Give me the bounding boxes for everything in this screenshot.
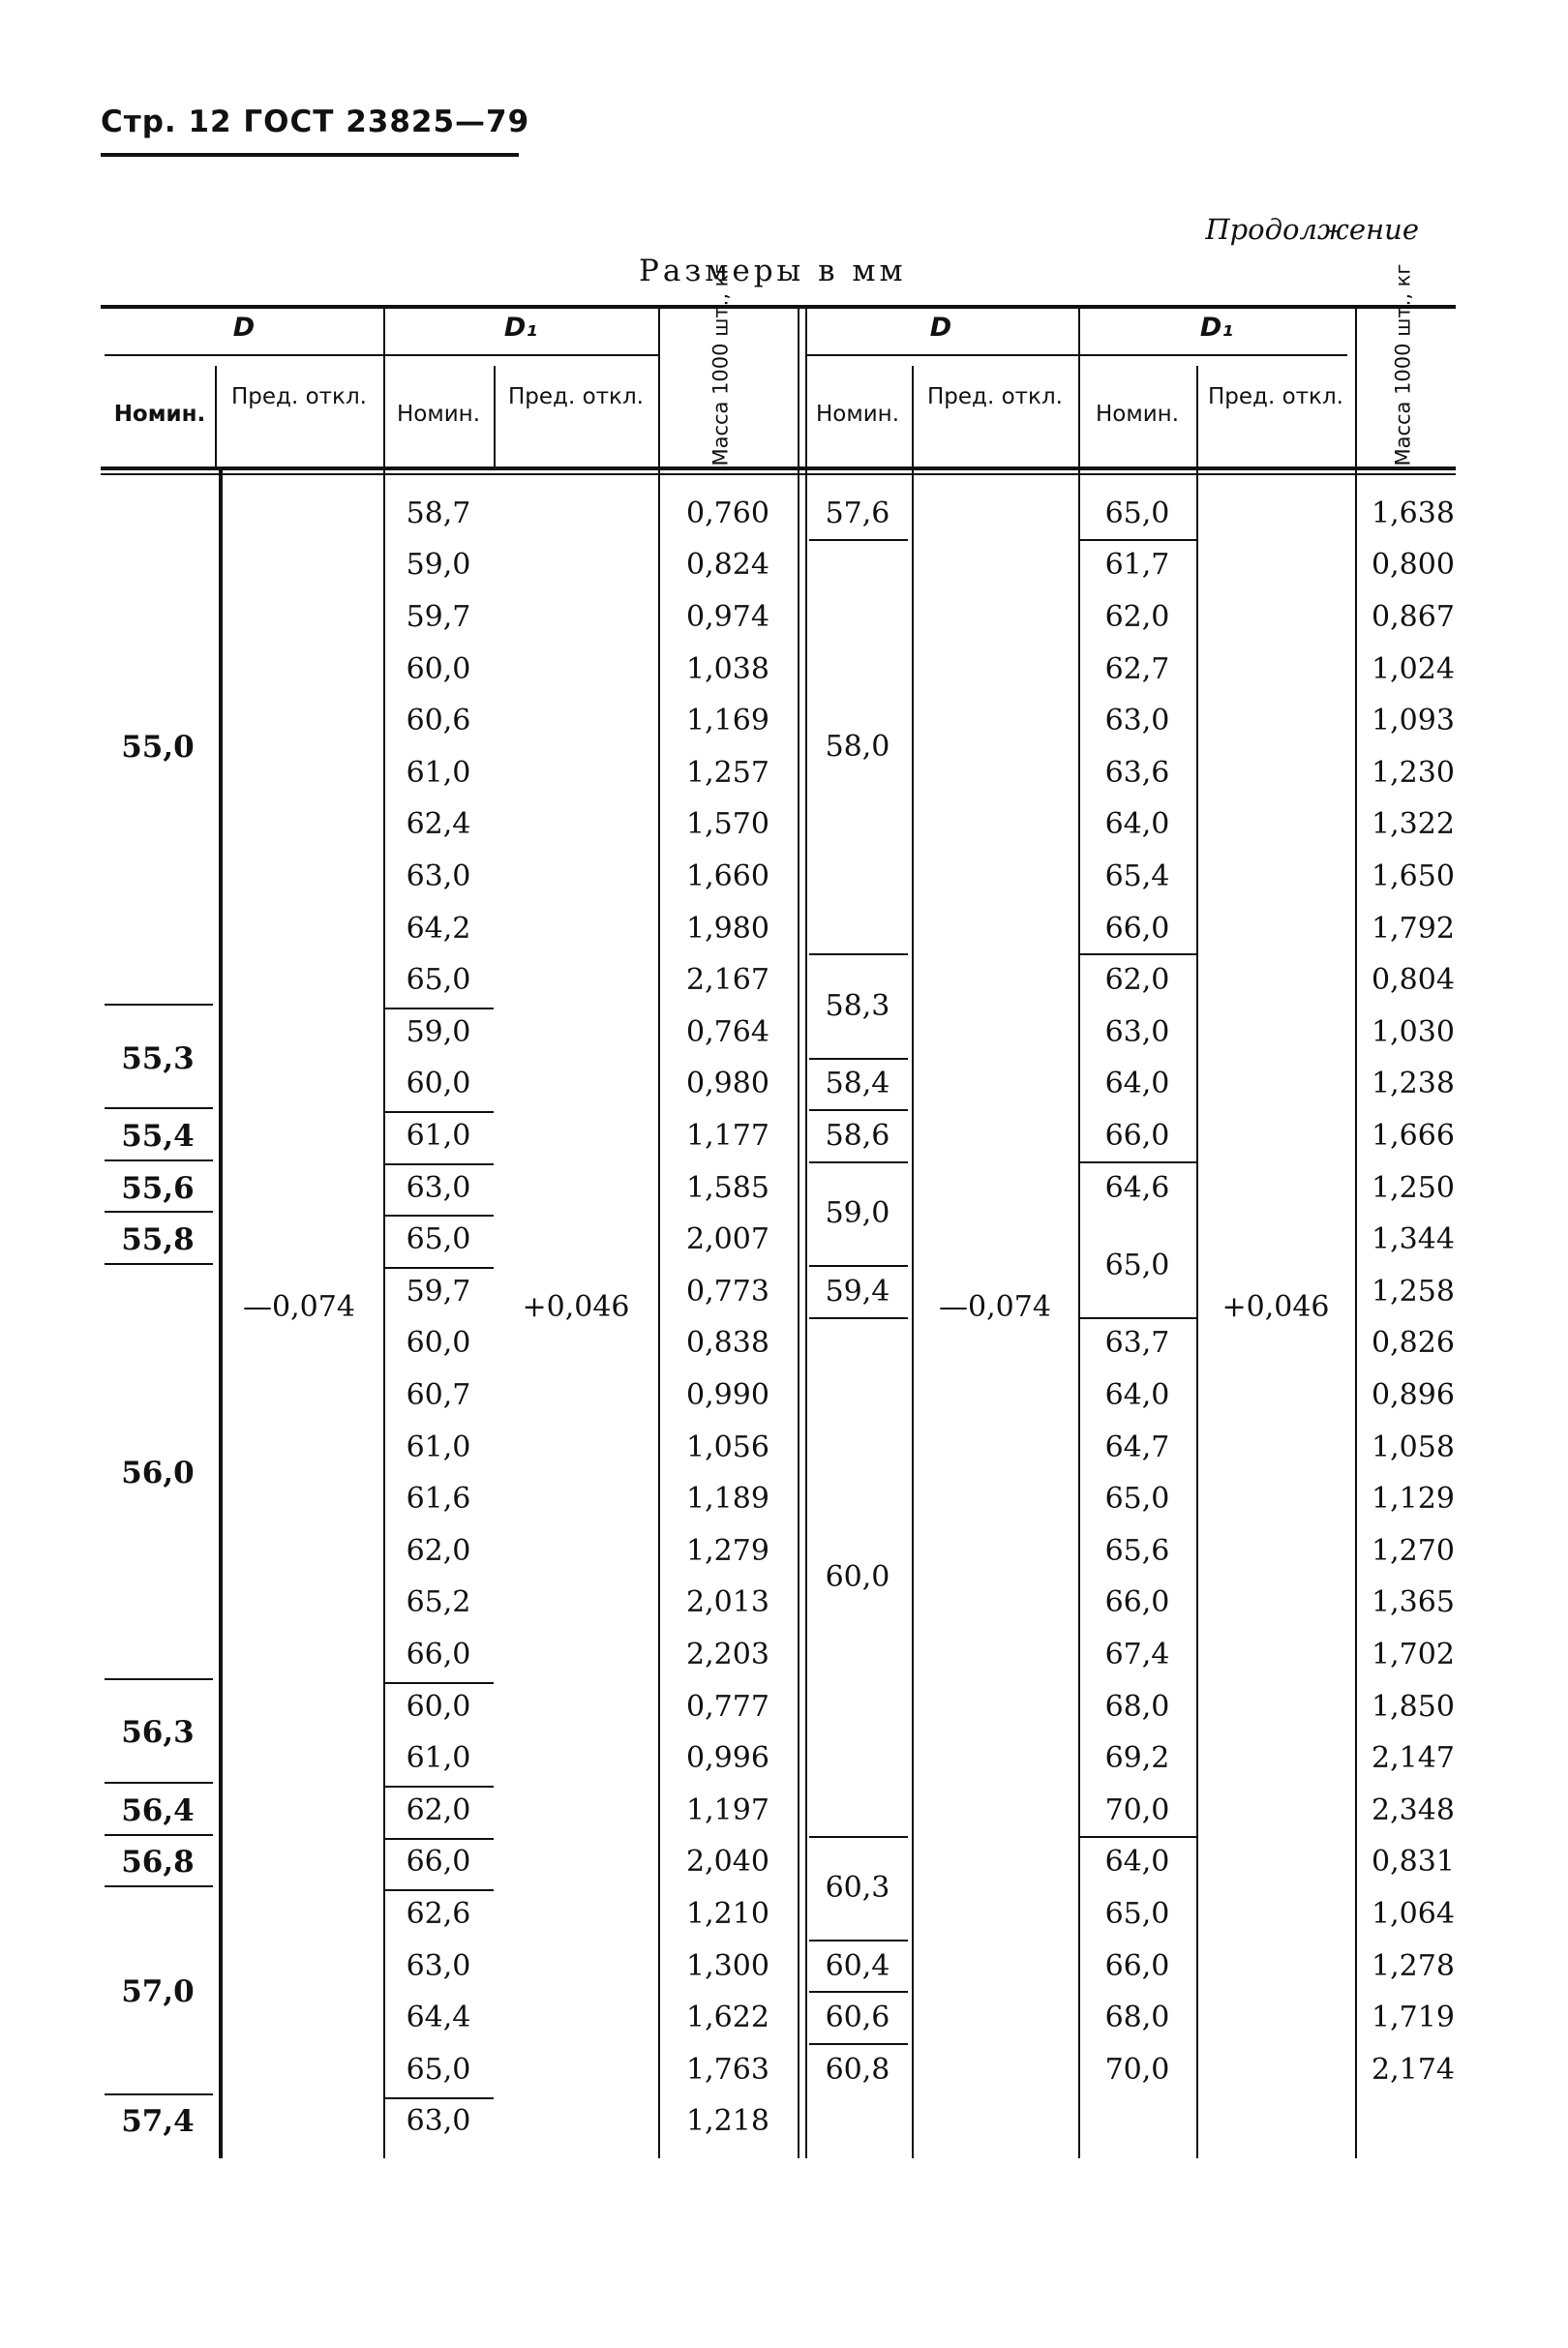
left-mass-value: 1,189: [686, 1482, 769, 1517]
right-D-group-rule: [809, 1058, 908, 1060]
left-D1-nominal: 62,6: [406, 1897, 471, 1931]
right-D1-nominal: 65,0: [1104, 1897, 1170, 1931]
left-D1-nominal: 60,0: [406, 1326, 471, 1361]
right-D1-rule: [1078, 305, 1080, 2158]
left-D1-nominal: 62,0: [406, 1792, 471, 1827]
header-right-D1-underline: [1078, 354, 1347, 356]
right-D1-nominal: 65,0: [1104, 496, 1170, 530]
right-mass-value: 2,348: [1372, 1792, 1455, 1827]
left-mass-value: 0,974: [686, 600, 769, 634]
right-D-nominal: 58,0: [825, 730, 890, 764]
left-mass-value: 2,007: [686, 1222, 769, 1257]
left-mass-value: 1,038: [686, 651, 769, 686]
right-D-nominal: 58,4: [825, 1067, 890, 1101]
left-D1-group-rule: [383, 1008, 494, 1009]
left-D1-nominal: 65,0: [406, 1222, 471, 1257]
right-D1-nominal: 61,7: [1104, 548, 1170, 583]
left-mass-value: 1,056: [686, 1430, 769, 1464]
header-bottom-rule-double: [101, 473, 1456, 475]
right-mass-value: 0,896: [1372, 1378, 1455, 1412]
left-D1-nominal: 65,2: [406, 1585, 471, 1620]
left-D1-nominal: 63,0: [406, 1948, 471, 1983]
left-D-nominal: 57,4: [121, 2104, 195, 2140]
left-D1-group-rule: [383, 1215, 494, 1217]
left-mass-value: 2,040: [686, 1845, 769, 1880]
left-D1-nominal: 65,0: [406, 2052, 471, 2087]
header-right-D-underline: [807, 354, 1078, 356]
right-D-group-rule: [809, 1991, 908, 1993]
right-D-nominal: 60,6: [825, 2001, 890, 2035]
right-D1-nominal: 64,6: [1104, 1170, 1170, 1205]
left-D-nominal: 55,0: [121, 730, 195, 765]
left-D1-nominal: 61,0: [406, 1119, 471, 1153]
left-D-nominal: 55,6: [121, 1170, 195, 1206]
left-D-group-rule: [105, 1782, 213, 1784]
left-D-nominal: 57,0: [121, 1974, 195, 2010]
left-D-group-rule: [105, 1834, 213, 1836]
col-header-right-D-nom: Номин.: [815, 402, 899, 427]
right-D-nominal: 60,8: [825, 2052, 890, 2087]
right-D-group-rule: [809, 1836, 908, 1838]
left-D-group-rule: [105, 1678, 213, 1680]
left-D1-nominal: 60,0: [406, 1067, 471, 1101]
left-mass-value: 1,279: [686, 1533, 769, 1568]
right-D1-group-rule: [1078, 1161, 1196, 1163]
col-header-right-D-tol: Пред. откл.: [927, 384, 1063, 409]
col-header-D1: D₁: [503, 313, 538, 343]
units-label: Размеры в мм: [639, 254, 907, 288]
left-mass-value: 1,585: [686, 1170, 769, 1205]
left-D1-nominal: 65,0: [406, 963, 471, 998]
left-D-nominal: 56,4: [121, 1792, 195, 1828]
left-mass-value: 2,167: [686, 963, 769, 998]
right-D-nominal: 60,0: [825, 1559, 890, 1594]
right-mass-value: 1,258: [1372, 1274, 1455, 1309]
right-D1-nominal: 63,0: [1104, 704, 1170, 738]
right-mass-value: 1,365: [1372, 1585, 1455, 1620]
left-D-group-rule: [105, 1004, 213, 1006]
left-mass-value: 0,824: [686, 548, 769, 583]
left-D1-group-rule: [383, 2097, 494, 2099]
right-mass-value: 1,850: [1372, 1689, 1455, 1724]
left-mass-value: 1,763: [686, 2052, 769, 2087]
right-mass-value: 1,344: [1372, 1222, 1455, 1257]
col-header-right-D: D: [929, 313, 952, 343]
left-D1-group-rule: [383, 1786, 494, 1788]
right-D1-nominal: 65,0: [1104, 1249, 1170, 1282]
right-D-nominal: 59,4: [825, 1274, 890, 1309]
right-D-group-rule: [809, 1109, 908, 1111]
left-D1-group-rule: [383, 1682, 494, 1684]
left-D-nominal: 55,8: [121, 1222, 195, 1258]
left-D1-group-rule: [383, 1838, 494, 1840]
left-mass-value: 0,980: [686, 1067, 769, 1101]
continuation-label: Продолжение: [1205, 213, 1419, 246]
right-D1-nominal: 63,6: [1104, 755, 1170, 790]
right-D1-tolerance: +0,046: [1221, 1290, 1330, 1324]
right-D1-nominal: 63,7: [1104, 1326, 1170, 1361]
right-D1-nominal: 64,0: [1104, 1067, 1170, 1101]
left-D1-nominal: 60,0: [406, 1689, 471, 1724]
right-D-nominal: 57,6: [825, 496, 890, 530]
left-mass-value: 0,773: [686, 1274, 769, 1309]
right-D1-nominal: 64,0: [1104, 1378, 1170, 1412]
col-header-D: D: [232, 313, 256, 343]
left-D-nominal: 56,8: [121, 1845, 195, 1881]
right-D1-group-rule: [1078, 539, 1196, 541]
col-header-right-D1-tol: Пред. откл.: [1208, 384, 1343, 409]
col-header-D-nom: Номин.: [113, 402, 206, 427]
right-D1-nominal: 65,6: [1104, 1533, 1170, 1568]
left-D1-nominal: 63,0: [406, 859, 471, 893]
header-bottom-rule: [101, 467, 1456, 470]
right-mass-value: 1,024: [1372, 651, 1455, 686]
right-mass-value: 1,064: [1372, 1897, 1455, 1931]
left-mass-value: 2,203: [686, 1638, 769, 1671]
right-D1-nominal: 63,0: [1104, 1014, 1170, 1049]
right-mass-value: 1,030: [1372, 1014, 1455, 1049]
left-D1-nominal: 61,0: [406, 755, 471, 790]
right-mass-value: 1,792: [1372, 911, 1455, 946]
header-D1-underline: [383, 354, 658, 356]
right-mass-value: 1,058: [1372, 1430, 1455, 1464]
col-header-mass: Масса 1000 шт., кг: [709, 263, 733, 467]
col-header-right-mass: Масса 1000 шт., кг: [1391, 263, 1415, 467]
left-D1-nominal: 63,0: [406, 1170, 471, 1205]
table-top-rule: [101, 305, 1456, 309]
left-mass-value: 1,570: [686, 807, 769, 842]
left-mass-value: 1,169: [686, 704, 769, 738]
right-mass-value: 0,800: [1372, 548, 1455, 583]
right-D1-nominal: 66,0: [1104, 911, 1170, 946]
left-D-tolerance: —0,074: [243, 1290, 355, 1324]
right-D-group-rule: [809, 539, 908, 541]
left-D1-nominal: 61,0: [406, 1741, 471, 1776]
right-D-group-rule: [809, 1317, 908, 1319]
right-D1-nominal: 66,0: [1104, 1119, 1170, 1153]
right-mass-value: 1,650: [1372, 859, 1455, 893]
right-mass-value: 2,174: [1372, 2052, 1455, 2087]
header-right-D1-divider: [1196, 366, 1198, 467]
left-D1-nominal: 59,7: [406, 600, 471, 634]
right-D-group-rule: [809, 1161, 908, 1163]
left-D1-nominal: 62,4: [406, 807, 471, 842]
left-mass-value: 1,197: [686, 1792, 769, 1827]
left-mass-value: 0,996: [686, 1741, 769, 1776]
left-D-nominal: 55,4: [121, 1119, 195, 1154]
right-D-nominal: 60,3: [825, 1871, 890, 1906]
right-mass-value: 1,702: [1372, 1638, 1455, 1671]
left-D1-nominal: 60,0: [406, 651, 471, 686]
right-mass-value: 1,250: [1372, 1170, 1455, 1205]
left-D1-nominal: 66,0: [406, 1638, 471, 1671]
right-D-group-rule: [809, 2043, 908, 2045]
left-D-nominal: 56,3: [121, 1715, 195, 1751]
left-mass-value: 2,013: [686, 1585, 769, 1620]
right-D1-nominal: 67,4: [1104, 1638, 1170, 1671]
right-D1-nominal: 62,0: [1104, 600, 1170, 634]
col-header-D1-tol: Пред. откл.: [508, 384, 644, 409]
header-D-underline: [105, 354, 383, 356]
right-mass-value: 1,322: [1372, 807, 1455, 842]
right-mass-value: 1,278: [1372, 1948, 1455, 1983]
right-D1-nominal: 62,7: [1104, 651, 1170, 686]
right-D1-nominal: 66,0: [1104, 1948, 1170, 1983]
right-mass-value: 1,093: [1372, 704, 1455, 738]
left-mass-value: 1,300: [686, 1948, 769, 1983]
left-D1-nominal: 59,7: [406, 1274, 471, 1309]
right-D1-group-rule: [1078, 1317, 1196, 1319]
left-D1-group-rule: [383, 1163, 494, 1165]
header-right-D-divider: [912, 366, 914, 467]
left-D1-group-rule: [383, 1111, 494, 1113]
right-mass-value: 0,867: [1372, 600, 1455, 634]
left-D1-group-rule: [383, 1889, 494, 1891]
right-D1-group-rule: [1078, 953, 1196, 955]
right-D1-nominal: 64,7: [1104, 1430, 1170, 1464]
col-header-right-D1-nom: Номин.: [1095, 402, 1179, 427]
right-D-nominal: 58,3: [825, 989, 890, 1023]
right-D1-group-rule: [1078, 1836, 1196, 1838]
right-D1-nominal: 68,0: [1104, 1689, 1170, 1724]
col-header-D-tol: Пред. откл.: [231, 384, 367, 409]
left-mass-value: 0,760: [686, 496, 769, 530]
right-mass-value: 1,719: [1372, 2001, 1455, 2035]
left-mass-value: 0,777: [686, 1689, 769, 1724]
left-mass-value: 1,257: [686, 755, 769, 790]
right-mass-value: 1,129: [1372, 1482, 1455, 1517]
col-header-D1-nom: Номин.: [396, 402, 480, 427]
right-D-group-rule: [809, 1265, 908, 1267]
left-mass-value: 0,990: [686, 1378, 769, 1412]
right-D1-nominal: 62,0: [1104, 963, 1170, 998]
header-left-D1-divider: [494, 366, 496, 467]
left-D-group-rule: [105, 1107, 213, 1109]
right-D-group-rule: [809, 953, 908, 955]
col-header-right-D1: D₁: [1199, 313, 1234, 343]
left-D1-nominal: 58,7: [406, 496, 471, 530]
left-D1-nominal: 59,0: [406, 1014, 471, 1049]
right-mass-value: 0,826: [1372, 1326, 1455, 1361]
left-D-nominal: 56,0: [121, 1456, 195, 1491]
left-D-group-rule: [105, 1159, 213, 1161]
left-D1-nominal: 66,0: [406, 1845, 471, 1880]
right-D-nominal: 58,6: [825, 1119, 890, 1153]
right-mass-value: 1,270: [1372, 1533, 1455, 1568]
left-D-group-rule: [105, 1211, 213, 1213]
right-mass-value: 0,831: [1372, 1845, 1455, 1880]
right-D-tolerance: —0,074: [939, 1290, 1051, 1324]
left-mass-value: 0,838: [686, 1326, 769, 1361]
left-mass-value: 0,764: [686, 1014, 769, 1049]
left-D1-tolerance: +0,046: [522, 1290, 630, 1324]
page-header: Стр. 12 ГОСТ 23825—79: [101, 105, 530, 139]
right-mass-value: 1,666: [1372, 1119, 1455, 1153]
right-D1-nominal: 70,0: [1104, 2052, 1170, 2087]
right-D1-nominal: 64,0: [1104, 807, 1170, 842]
right-D1-nominal: 69,2: [1104, 1741, 1170, 1776]
right-D-nominal: 59,0: [825, 1196, 890, 1231]
left-mass-value: 1,177: [686, 1119, 769, 1153]
left-D-group-rule: [105, 1885, 213, 1887]
left-D1-nominal: 61,6: [406, 1482, 471, 1517]
right-D1-nominal: 68,0: [1104, 2001, 1170, 2035]
left-mass-value: 1,980: [686, 911, 769, 946]
left-D1-nominal: 60,7: [406, 1378, 471, 1412]
left-D-group-rule: [105, 1263, 213, 1265]
left-D-nominal: 55,3: [121, 1040, 195, 1076]
left-mass-value: 1,210: [686, 1897, 769, 1931]
right-D-nominal: 60,4: [825, 1948, 890, 1983]
center-double-rule-a: [798, 305, 799, 2158]
left-D1-nominal: 61,0: [406, 1430, 471, 1464]
left-D1-nominal: 63,0: [406, 2104, 471, 2139]
right-D1-nominal: 66,0: [1104, 1585, 1170, 1620]
right-D1-nominal: 65,4: [1104, 859, 1170, 893]
right-mass-value: 1,238: [1372, 1067, 1455, 1101]
left-D1-nominal: 64,4: [406, 2001, 471, 2035]
right-D1-nominal: 70,0: [1104, 1792, 1170, 1827]
left-D-group-rule: [105, 2093, 213, 2095]
left-D1-group-rule: [383, 1267, 494, 1269]
left-mass-value: 1,622: [686, 2001, 769, 2035]
right-D1-nominal: 65,0: [1104, 1482, 1170, 1517]
left-D1-nominal: 60,6: [406, 704, 471, 738]
right-mass-value: 0,804: [1372, 963, 1455, 998]
left-mass-value: 1,660: [686, 859, 769, 893]
left-D1-nominal: 64,2: [406, 911, 471, 946]
right-mass-value: 1,230: [1372, 755, 1455, 790]
right-D1-nominal: 64,0: [1104, 1845, 1170, 1880]
left-D1-nominal: 59,0: [406, 548, 471, 583]
right-mass-value: 1,638: [1372, 496, 1455, 530]
left-mass-value: 1,218: [686, 2104, 769, 2139]
right-D-group-rule: [809, 1940, 908, 1942]
left-D1-nominal: 62,0: [406, 1533, 471, 1568]
right-mass-value: 2,147: [1372, 1741, 1455, 1776]
